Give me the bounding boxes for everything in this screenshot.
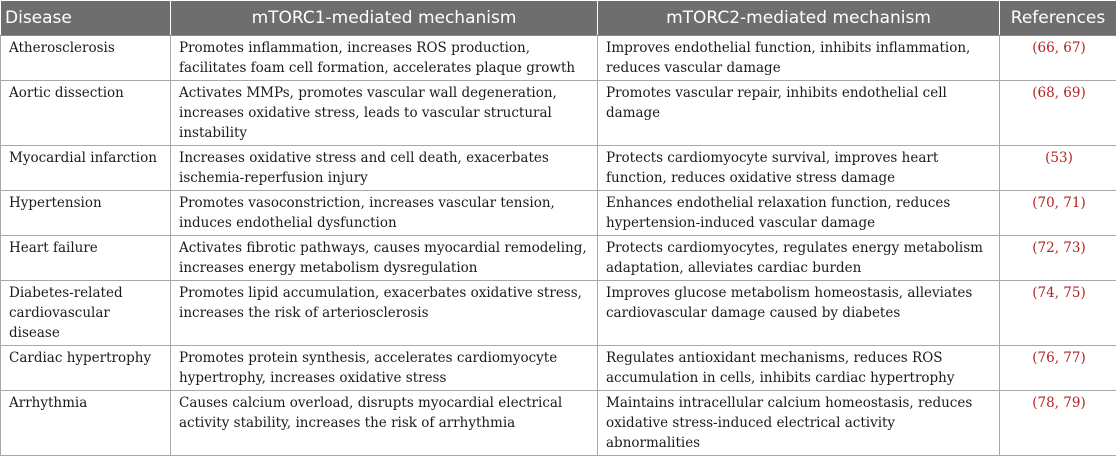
table-row [1, 236, 1116, 281]
mtorc1-cell: Promotes vasoconstriction, increases vascular tension, induces endothelial dysfunction [171, 191, 598, 236]
header-mtorc2: mTORC2-mediated mechanism [598, 1, 1000, 36]
table-row [1, 36, 1116, 81]
reference-link[interactable]: (78, 79) [1000, 391, 1116, 456]
disease-cell: Hypertension [1, 191, 171, 236]
disease-cell: Cardiac hypertrophy [1, 346, 171, 391]
disease-cell: Atherosclerosis [1, 36, 171, 81]
mtorc1-cell: Activates MMPs, promotes vascular wall degeneration, increases oxidative stress, leads to vascular structural instability [171, 81, 598, 146]
mtorc2-cell: Protects cardiomyocytes, regulates energy metabolism adaptation, alleviates cardiac burden [598, 236, 1000, 281]
mtorc1-cell: Increases oxidative stress and cell death, exacerbates ischemia-reperfusion injury [171, 146, 598, 191]
table-row [1, 146, 1116, 191]
reference-link[interactable]: (66, 67) [1000, 36, 1116, 81]
disease-cell: Heart failure [1, 236, 171, 281]
mtorc2-cell: Maintains intracellular calcium homeostasis, reduces oxidative stress-induced electrical activity abnormalities [598, 391, 1000, 456]
mtorc1-cell: Promotes inflammation, increases ROS production, facilitates foam cell formation, accelerates plaque growth [171, 36, 598, 81]
disease-cell: Myocardial infarction [1, 146, 171, 191]
reference-link[interactable]: (70, 71) [1000, 191, 1116, 236]
reference-link[interactable]: (68, 69) [1000, 81, 1116, 146]
mtorc2-cell: Improves endothelial function, inhibits inflammation, reduces vascular damage [598, 36, 1000, 81]
table-row [1, 81, 1116, 146]
disease-cell: Arrhythmia [1, 391, 171, 456]
reference-link[interactable]: (53) [1000, 146, 1116, 191]
header-disease: Disease [1, 1, 171, 36]
header-row [1, 1, 1116, 36]
reference-link[interactable]: (74, 75) [1000, 281, 1116, 346]
header-mtorc1: mTORC1-mediated mechanism [171, 1, 598, 36]
mtorc2-cell: Protects cardiomyocyte survival, improves heart function, reduces oxidative stress damage [598, 146, 1000, 191]
disease-cell: Diabetes-related cardiovascular disease [1, 281, 171, 346]
table-row [1, 391, 1116, 456]
mtorc2-cell: Enhances endothelial relaxation function, reduces hypertension-induced vascular damage [598, 191, 1000, 236]
reference-link[interactable]: (72, 73) [1000, 236, 1116, 281]
mtorc2-cell: Improves glucose metabolism homeostasis, alleviates cardiovascular damage caused by diabetes [598, 281, 1000, 346]
table-row [1, 346, 1116, 391]
mtorc1-cell: Promotes protein synthesis, accelerates cardiomyocyte hypertrophy, increases oxidative stress [171, 346, 598, 391]
mtorc1-cell: Promotes lipid accumulation, exacerbates oxidative stress, increases the risk of arteriosclerosis [171, 281, 598, 346]
table-row [1, 281, 1116, 346]
table-row [1, 191, 1116, 236]
mtorc2-cell: Promotes vascular repair, inhibits endothelial cell damage [598, 81, 1000, 146]
mtorc2-cell: Regulates antioxidant mechanisms, reduces ROS accumulation in cells, inhibits cardiac hypertrophy [598, 346, 1000, 391]
disease-cell: Aortic dissection [1, 81, 171, 146]
reference-link[interactable]: (76, 77) [1000, 346, 1116, 391]
header-references: References [1000, 1, 1116, 36]
mtorc1-cell: Activates fibrotic pathways, causes myocardial remodeling, increases energy metabolism dysregulation [171, 236, 598, 281]
mtorc1-cell: Causes calcium overload, disrupts myocardial electrical activity stability, increases the risk of arrhythmia [171, 391, 598, 456]
